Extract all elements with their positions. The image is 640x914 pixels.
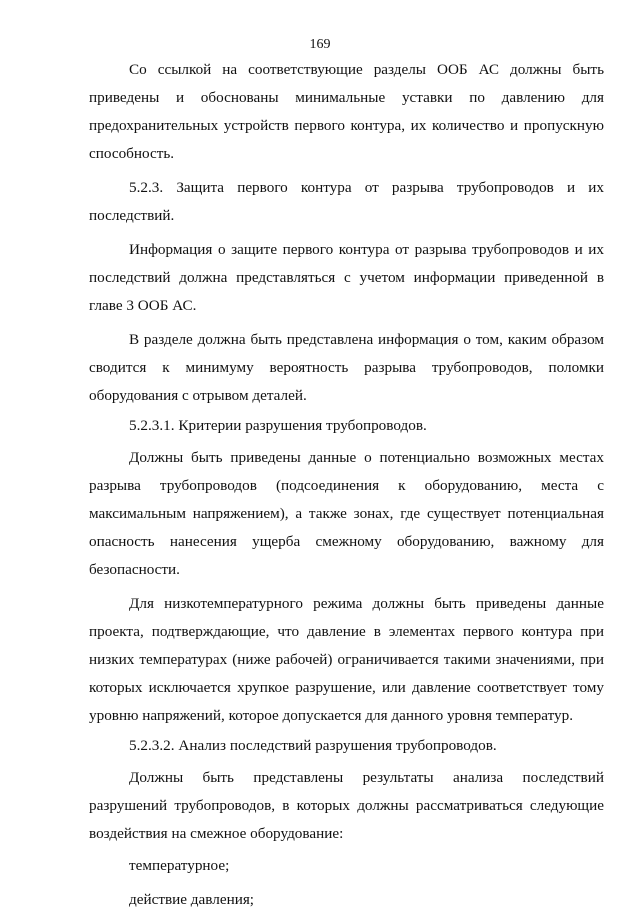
section-heading-5-2-3-2: 5.2.3.2. Анализ последствий разрушения трубопроводов. bbox=[129, 737, 497, 754]
paragraph-consequences-analysis: Должны быть представлены результаты анализа последствий разрушений трубопроводов, в которых должны рассматриваться следующие воздействия на смежное оборудование: bbox=[89, 769, 604, 842]
paragraph-minimize-probability: В разделе должна быть представлена информация о том, каким образом сводится к минимуму вероятность разрыва трубопроводов, поломки оборудования с отрывом деталей. bbox=[89, 331, 604, 404]
paragraph-low-temperature: Для низкотемпературного режима должны быть приведены данные проекта, подтверждающие, что давление в элементах первого контура при низких температурах (ниже рабочей) ограничивается такими значениями, при которых исключается хрупкое разрушение, или давление соответствует тому уровню напряжений, которое допускается для данного уровня температур. bbox=[89, 595, 604, 724]
paragraph-safety-valves: Со ссылкой на соответствующие разделы ООБ АС должны быть приведены и обоснованы минимальные уставки по давлению для предохранительных устройств первого контура, их количество и пропускную способность. bbox=[89, 61, 604, 162]
list-item-pressure: действие давления; bbox=[129, 891, 255, 908]
page-number: 169 bbox=[309, 37, 331, 52]
paragraph-rupture-locations: Должны быть приведены данные о потенциально возможных местах разрыва трубопроводов (подсоединения к оборудованию, места с максимальным напряжением), а также зонах, где существует потенциальная опасность нанесения ущерба смежному оборудованию, важному для безопасности. bbox=[89, 449, 604, 578]
document-body bbox=[89, 56, 604, 914]
section-heading-5-2-3: 5.2.3. Защита первого контура от разрыва трубопроводов и их последствий. bbox=[89, 179, 604, 224]
section-heading-5-2-3-1: 5.2.3.1. Критерии разрушения трубопроводов. bbox=[129, 417, 427, 434]
paragraph-protection-info: Информация о защите первого контура от разрыва трубопроводов и их последствий должна представляться с учетом информации приведенной в главе 3 ООБ АС. bbox=[89, 241, 604, 314]
list-item-thermal: температурное; bbox=[129, 857, 230, 874]
